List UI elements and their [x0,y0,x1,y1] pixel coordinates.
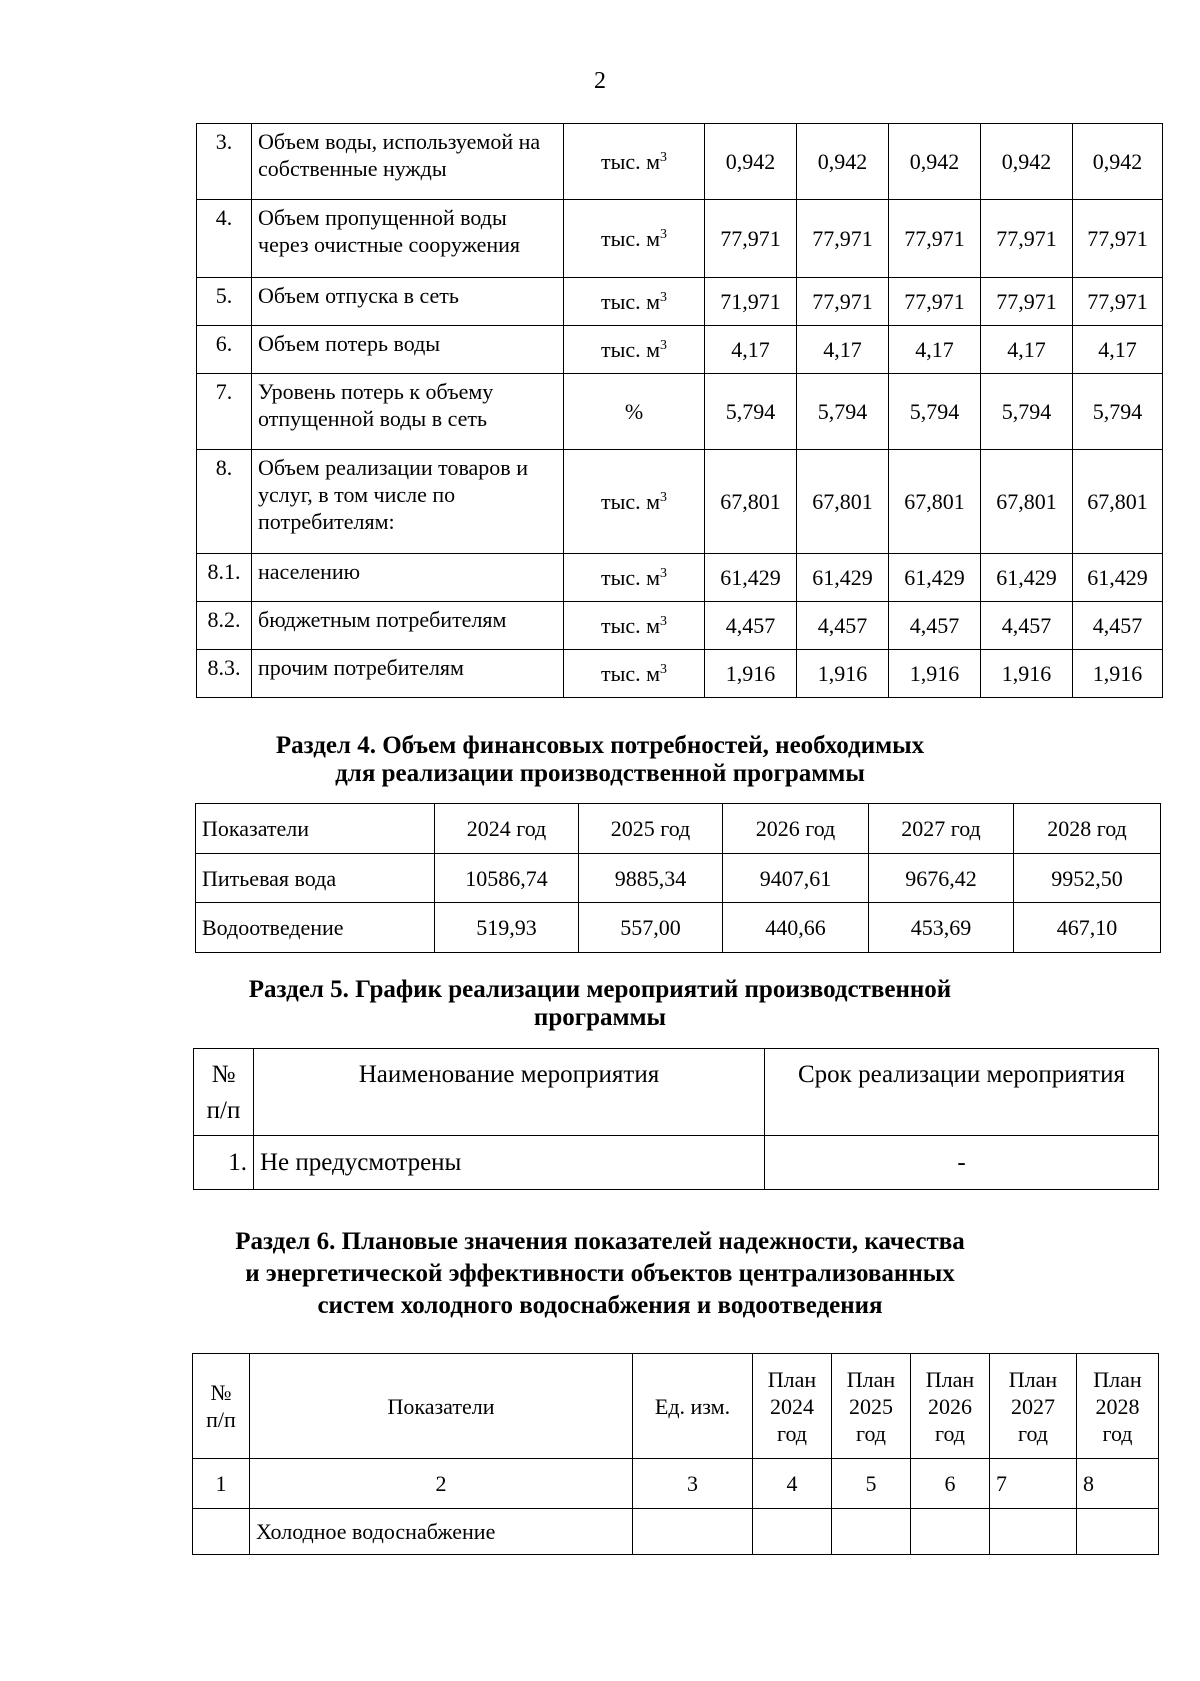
cell-value: 4,17 [1073,326,1163,374]
row-num: 6. [197,326,252,374]
empty-cell [911,1509,990,1555]
index-cell: 4 [753,1459,832,1509]
header-plan-year: План 2026 год [911,1354,990,1459]
cell-value: 4,457 [797,602,889,650]
index-cell: 6 [911,1459,990,1509]
cell-value: 519,93 [435,903,579,953]
header-year: 2028 год [1014,804,1161,854]
cell-value: 4,17 [889,326,981,374]
cell-value: 4,17 [705,326,797,374]
table-row [196,903,1161,953]
cell-value: 77,971 [797,278,889,326]
unit-superscript: 3 [660,150,668,165]
cell-value: 67,801 [1073,450,1163,554]
index-cell: 3 [633,1459,753,1509]
unit-superscript: 3 [660,566,668,581]
cell-value: 0,942 [889,124,981,200]
cell-value: 77,971 [705,200,797,278]
row-name: Уровень потерь к объему отпущенной воды в сеть [252,374,564,450]
cell-value: 1,916 [1073,650,1163,698]
row-name: Водоотведение [196,903,435,953]
header-year: 2024 год [435,804,579,854]
cell-value: 1,916 [705,650,797,698]
row-num: 7. [197,374,252,450]
row-num: 4. [197,200,252,278]
row-unit [564,200,705,278]
cell-value: 4,17 [797,326,889,374]
unit-text: тыс. м [600,337,661,362]
table-row [197,278,1163,326]
cell-value: 77,971 [889,278,981,326]
empty-cell [990,1509,1077,1555]
index-cell: 7 [990,1459,1077,1509]
cell-value: 0,942 [705,124,797,200]
header-plan-year: План 2027 год [990,1354,1077,1459]
header-unit: Ед. изм. [633,1354,753,1459]
cell-value: 0,942 [1073,124,1163,200]
cell-value: 4,457 [889,602,981,650]
unit-superscript: 3 [660,614,668,629]
header-term: Срок реализации мероприятия [765,1049,1159,1136]
row-unit [564,374,705,450]
header-num: № п/п [194,1049,254,1136]
unit-text: тыс. м [600,613,661,638]
cell-value: 9885,34 [579,854,723,903]
row-name: населению [252,554,564,602]
row-name: Объем пропущенной воды через очистные сооружения [252,200,564,278]
cell-value: 4,457 [705,602,797,650]
unit-superscript: 3 [660,338,668,353]
header-measure-name: Наименование мероприятия [254,1049,765,1136]
financial-needs-table [195,803,1161,953]
unit-superscript: 3 [660,662,668,677]
section6-title-line3: систем холодного водоснабжения и водоотведения [317,1292,883,1319]
subheader-cold-water: Холодное водоснабжение [250,1509,633,1555]
section5-title-line1: Раздел 5. График реализации мероприятий производственной [248,976,952,1003]
header-plan-year: План 2028 год [1077,1354,1159,1459]
section6-title-line2: и энергетической эффективности объектов централизованных [245,1260,955,1287]
row-name: Объем отпуска в сеть [252,278,564,326]
row-name: бюджетным потребителям [252,602,564,650]
unit-text: тыс. м [600,149,661,174]
table-row [197,200,1163,278]
section5-title-line2: программы [533,1004,667,1031]
measures-schedule-table [193,1048,1159,1190]
table-row [193,1509,1159,1555]
table-row [196,854,1161,903]
table-row [197,554,1163,602]
empty-cell [633,1509,753,1555]
table-row [197,650,1163,698]
cell-value: 61,429 [1073,554,1163,602]
cell-value: 440,66 [723,903,869,953]
unit-superscript: 3 [660,490,668,505]
table-row [197,602,1163,650]
section4-title-line2: для реализации производственной программы [335,760,865,787]
row-num: 8.3. [197,650,252,698]
cell-value: 61,429 [889,554,981,602]
section5-title [0,976,1200,1032]
cell-value: 9407,61 [723,854,869,903]
table-row [197,374,1163,450]
index-cell: 8 [1077,1459,1159,1509]
cell-value: 77,971 [1073,200,1163,278]
row-num: 5. [197,278,252,326]
cell-value: 557,00 [579,903,723,953]
unit-text: тыс. м [600,226,661,251]
cell-value: 1,916 [889,650,981,698]
empty-cell [753,1509,832,1555]
row-term: - [765,1136,1159,1190]
cell-value: 5,794 [797,374,889,450]
table-row [197,124,1163,200]
table-row [194,1136,1159,1190]
cell-value: 77,971 [981,200,1073,278]
cell-value: 77,971 [1073,278,1163,326]
row-unit [564,124,705,200]
header-plan-year: План 2025 год [832,1354,911,1459]
cell-value: 9676,42 [869,854,1014,903]
unit-text: % [624,399,644,424]
header-year: 2025 год [579,804,723,854]
table-row [197,450,1163,554]
cell-value: 67,801 [889,450,981,554]
header-indicators: Показатели [196,804,435,854]
cell-value: 67,801 [981,450,1073,554]
production-volume-table [196,123,1163,698]
cell-value: 61,429 [981,554,1073,602]
row-name: Питьевая вода [196,854,435,903]
section6-title [0,1226,1200,1322]
row-unit [564,650,705,698]
row-unit [564,450,705,554]
row-num: 8.2. [197,602,252,650]
row-unit [564,602,705,650]
cell-value: 467,10 [1014,903,1161,953]
row-num: 8.1. [197,554,252,602]
reliability-indicators-table [192,1353,1159,1555]
cell-value: 5,794 [889,374,981,450]
empty-cell [832,1509,911,1555]
cell-value: 67,801 [797,450,889,554]
cell-value: 5,794 [1073,374,1163,450]
cell-value: 453,69 [869,903,1014,953]
row-measure-name: Не предусмотрены [254,1136,765,1190]
cell-value: 77,971 [981,278,1073,326]
unit-text: тыс. м [600,661,661,686]
cell-value: 67,801 [705,450,797,554]
unit-superscript: 3 [660,227,668,242]
cell-value: 9952,50 [1014,854,1161,903]
cell-value: 4,17 [981,326,1073,374]
cell-value: 4,457 [981,602,1073,650]
index-cell: 5 [832,1459,911,1509]
cell-value: 5,794 [981,374,1073,450]
page-number: 2 [594,68,606,94]
cell-value: 0,942 [797,124,889,200]
cell-value: 0,942 [981,124,1073,200]
row-num: 3. [197,124,252,200]
cell-value: 1,916 [797,650,889,698]
section4-title-line1: Раздел 4. Объем финансовых потребностей, необходимых [275,732,925,759]
unit-text: тыс. м [600,289,661,314]
empty-cell [1077,1509,1159,1555]
row-name: Объем воды, используемой на собственные нужды [252,124,564,200]
unit-superscript: 3 [660,290,668,305]
cell-value: 1,916 [981,650,1073,698]
header-year: 2027 год [869,804,1014,854]
empty-cell [193,1509,250,1555]
header-year: 2026 год [723,804,869,854]
table-row [197,326,1163,374]
index-cell: 1 [193,1459,250,1509]
cell-value: 61,429 [797,554,889,602]
row-num: 1. [194,1136,254,1190]
row-unit [564,278,705,326]
cell-value: 71,971 [705,278,797,326]
cell-value: 10586,74 [435,854,579,903]
index-row [193,1459,1159,1509]
cell-value: 77,971 [889,200,981,278]
cell-value: 77,971 [797,200,889,278]
unit-text: тыс. м [600,489,661,514]
row-num: 8. [197,450,252,554]
cell-value: 61,429 [705,554,797,602]
section6-title-line1: Раздел 6. Плановые значения показателей надежности, качества [235,1228,965,1255]
row-unit [564,326,705,374]
row-name: прочим потребителям [252,650,564,698]
header-num: № п/п [193,1354,250,1459]
cell-value: 4,457 [1073,602,1163,650]
header-plan-year: План 2024 год [753,1354,832,1459]
header-indicators: Показатели [250,1354,633,1459]
row-unit [564,554,705,602]
row-name: Объем реализации товаров и услуг, в том числе по потребителям: [252,450,564,554]
cell-value: 5,794 [705,374,797,450]
index-cell: 2 [250,1459,633,1509]
unit-text: тыс. м [600,565,661,590]
row-name: Объем потерь воды [252,326,564,374]
section4-title [0,732,1200,788]
